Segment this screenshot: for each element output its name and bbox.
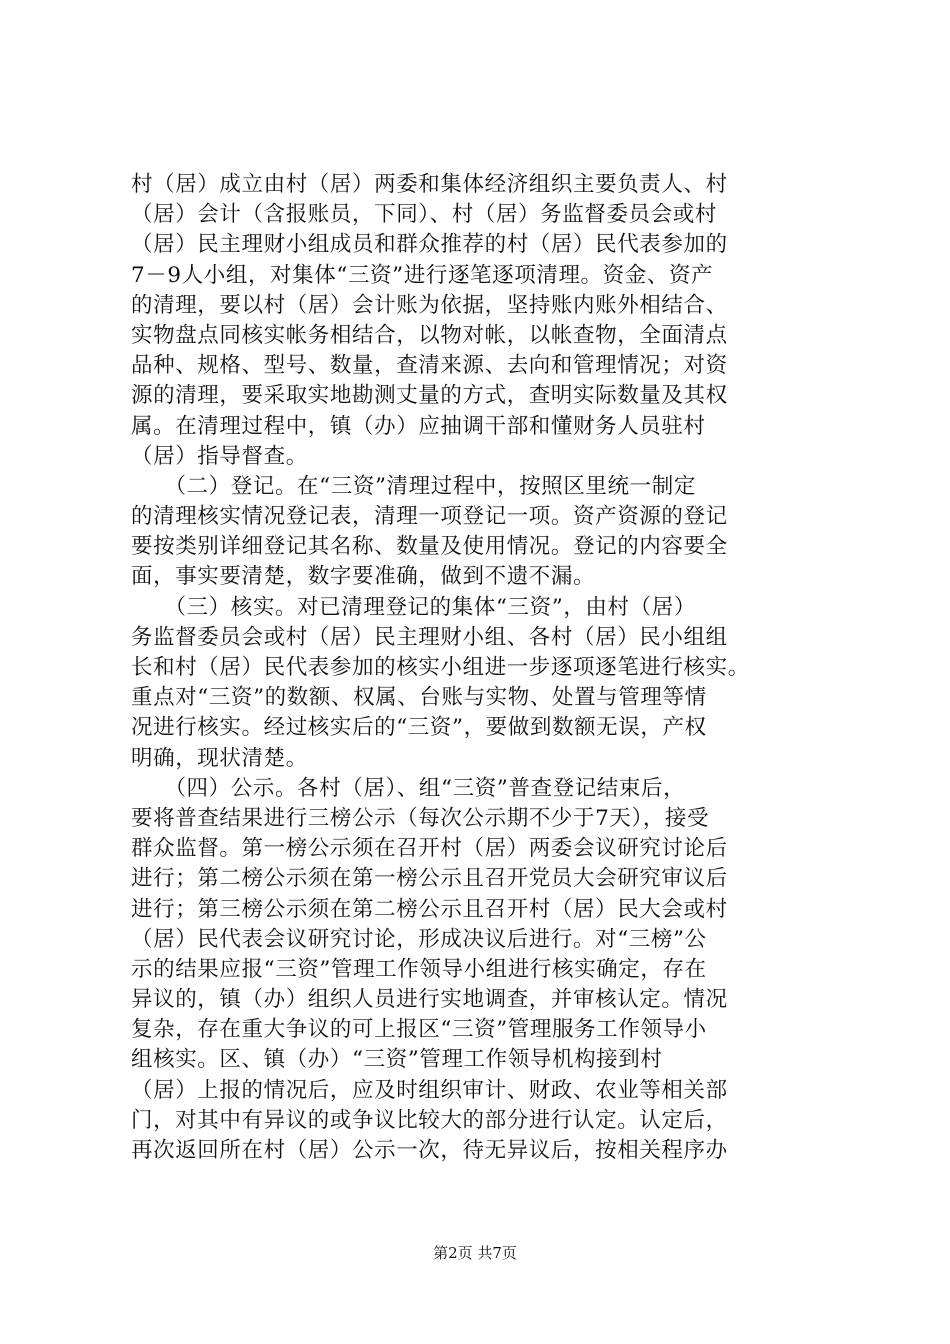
text-line: 异议的，镇（办）组织人员进行实地调查，并审核认定。情况 [131, 987, 728, 1013]
text-line: 示的结果应报“三资”管理工作领导小组进行核实确定，存在 [131, 956, 707, 982]
text-line: 组核实。区、镇（办）“三资”管理工作领导机构接到村 [131, 1047, 663, 1073]
text-line: 况进行核实。经过核实后的“三资”，要做到数额无误，产权 [131, 715, 707, 741]
text-line: 品种、规格、型号、数量，查清来源、去向和管理情况；对资 [131, 353, 728, 379]
text-line: 进行；第三榜公示须在第二榜公示且召开村（居）民大会或村 [131, 896, 728, 922]
text-line: 的清理，要以村（居）会计账为依据，坚持账内账外相结合、 [131, 292, 728, 318]
text-line: 7－9人小组，对集体“三资”进行逐笔逐项清理。资金、资产 [131, 262, 714, 288]
page-footer: 第2页 共7页 [433, 1244, 517, 1262]
text-line: 实物盘点同核实帐务相结合，以物对帐，以帐查物，全面清点 [131, 322, 728, 348]
text-line: 村（居）成立由村（居）两委和集体经济组织主要负责人、村 [131, 172, 728, 197]
document-body [131, 170, 831, 1166]
text-line: （居）会计（含报账员，下同）、村（居）务监督委员会或村 [131, 202, 717, 228]
text-line: 明确，现状清楚。 [131, 745, 308, 771]
text-line: 要按类别详细登记其名称、数量及使用情况。登记的内容要全 [131, 534, 728, 560]
text-line: 务监督委员会或村（居）民主理财小组、各村（居）民小组组 [131, 624, 728, 650]
text-line: 群众监督。第一榜公示须在召开村（居）两委会议研究讨论后 [131, 836, 728, 862]
text-line: 长和村（居）民代表参加的核实小组进一步逐项逐笔进行核实。 [131, 655, 750, 680]
text-line: （居）民主理财小组成员和群众推荐的村（居）民代表参加的 [131, 232, 728, 258]
text-line: （居）指导督查。 [131, 443, 308, 469]
text-line: （居）上报的情况后，应及时组织审计、财政、农业等相关部 [131, 1077, 728, 1103]
text-line: 的清理核实情况登记表，清理一项登记一项。资产资源的登记 [131, 504, 728, 530]
text-line: （二）登记。在“三资”清理过程中，按照区里统一制定 [131, 473, 696, 499]
text-line: 进行；第二榜公示须在第一榜公示且召开党员大会研究审议后 [131, 866, 728, 892]
text-line: 面，事实要清楚，数字要准确，做到不遗不漏。 [131, 564, 596, 590]
text-line: （四）公示。各村（居）、组“三资”普查登记结束后， [131, 775, 686, 801]
text-line: （居）民代表会议研究讨论，形成决议后进行。对“三榜”公 [131, 926, 707, 952]
text-line: 重点对“三资”的数额、权属、台账与实物、处置与管理等情 [131, 685, 707, 711]
text-line: 属。在清理过程中，镇（办）应抽调干部和懂财务人员驻村 [131, 413, 706, 439]
text-line: （三）核实。对已清理登记的集体“三资”，由村（居） [131, 594, 696, 620]
text-line: 再次返回所在村（居）公示一次，待无异议后，按相关程序办 [131, 1138, 728, 1163]
text-line: 源的清理，要采取实地勘测丈量的方式，查明实际数量及其权 [131, 383, 728, 409]
text-line: 门，对其中有异议的或争议比较大的部分进行认定。认定后， [131, 1107, 728, 1133]
text-line: 要将普查结果进行三榜公示（每次公示期不少于7天），接受 [131, 805, 710, 831]
text-line: 复杂，存在重大争议的可上报区“三资”管理服务工作领导小 [131, 1017, 707, 1043]
